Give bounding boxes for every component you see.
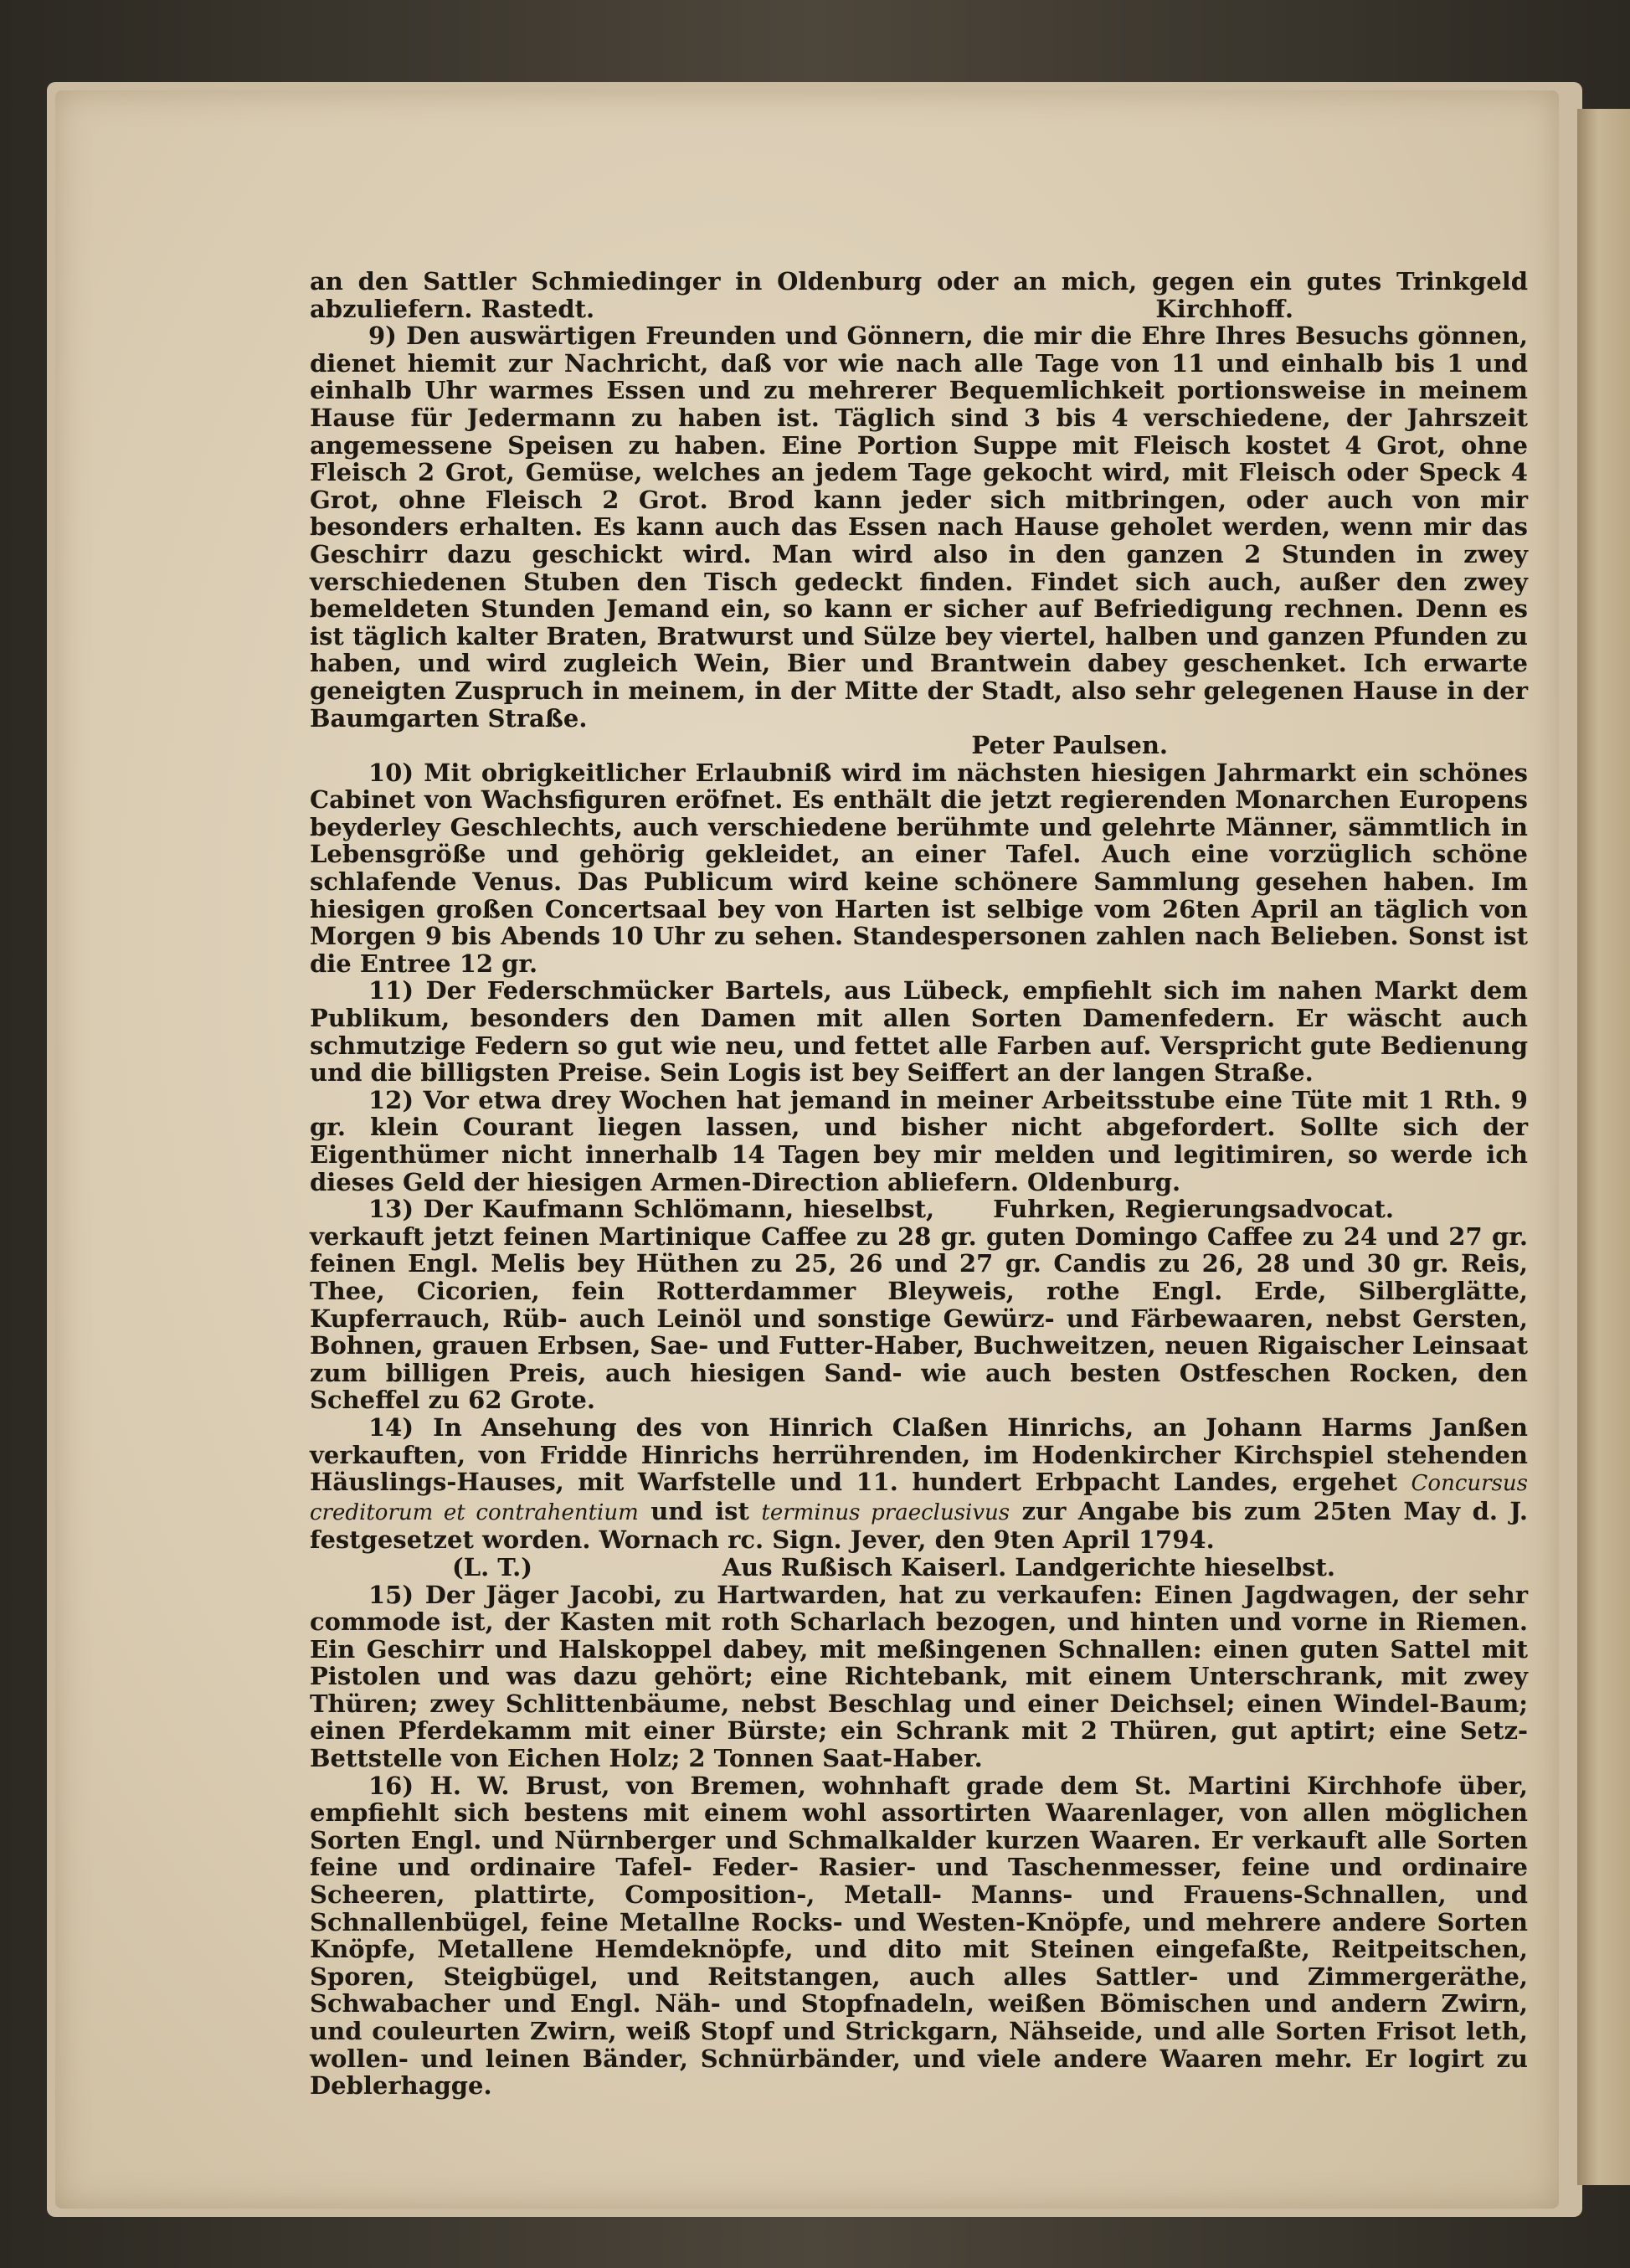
notice-14: 14) In Ansehung des von Hinrich Claßen Hinrichs, an Johann Harms Janßen verkauften, von Fridde Hinrichs herrührenden, im Hodenkircher Kirchspiel stehenden Häuslings-Hauses, mit Warfstelle und 11. hundert Erbpacht Landes, ergehet Concursus creditorum et contrahentium und ist terminus praeclusivus zur Angabe bis zum 25ten May d. J. festgesetzet worden. Wornach rc. Sign. Jever, den 9ten April 1794.: [310, 1412, 1528, 1555]
notice-number: 11): [368, 976, 414, 1005]
signature: Peter Paulsen.: [971, 731, 1168, 760]
notice-12: 12) Vor etwa drey Wochen hat jemand in meiner Arbeitsstube eine Tüte mit 1 Rth. 9 gr. klein Courant liegen lassen, und bisher nicht abgefordert. Sollte sich der Eigenthümer nicht innerhalb 14 Tagen bey mir melden und legitimiren, so werde ich dieses Geld der hiesigen Armen-Direction abliefern. Oldenburg. Fuhrken, Regierungsadvocat.: [310, 1085, 1528, 1224]
notice-number: 16): [368, 1771, 414, 1800]
latin-phrase: terminus praeclusivus: [761, 1499, 1010, 1525]
notice-number: 15): [368, 1580, 414, 1609]
notice-9: 9) Den auswärtigen Freunden und Gönnern, die mir die Ehre Ihres Besuchs gönnen, dienet hiemit zur Nachricht, daß vor wie nach alle Tage von 11 und einhalb bis 1 und einhalb Uhr warmes Essen und zu mehrerer Bequemlichkeit portionsweise in meinem Hause für Jedermann zu haben ist. Täglich sind 3 bis 4 verschiedene, der Jahrszeit angemessene Speisen zu haben. Eine Portion Suppe mit Fleisch kostet 4 Grot, ohne Fleisch 2 Grot, Gemüse, welches an jedem Tage gekocht wird, mit Fleisch oder Speck 4 Grot, ohne Fleisch 2 Grot. Brod kann jeder sich mitbringen, oder auch von mir besonders erhalten. Es kann auch das Essen nach Hause geholet werden, wenn mir das Geschirr dazu geschickt wird. Man wird also in den ganzen 2 Stunden in zwey verschiedenen Stuben den Tisch gedeckt finden. Findet sich auch, außer den zwey bemeldeten Stunden Jemand ein, so kann er sicher auf Befriedigung rechnen. Denn es ist täglich kalter Braten, Bratwurst und Sülze bey viertel, halben und ganzen Pfunden zu haben, und wird zugleich Wein, Bier und Brantwein dabey geschenket. Ich erwarte geneigten Zuspruch in meinem, in der Mitte der Stadt, also sehr gelegenen Hause in der Baumgarten Straße.: [310, 321, 1528, 733]
signature-line: [310, 1554, 1528, 1581]
notice-8-continued: an den Sattler Schmiedinger in Oldenburg oder an mich, gegen ein gutes Trinkgeld abzuliefern. Rastedt. Kirchhoff.: [310, 267, 1528, 323]
seal-mark: (L. T.): [452, 1552, 532, 1581]
signature: Aus Rußisch Kaiserl. Landgerichte hieselbst.: [722, 1552, 1335, 1581]
notice-15: 15) Der Jäger Jacobi, zu Hartwarden, hat zu verkaufen: Einen Jagdwagen, der sehr commode ist, der Kasten mit roth Scharlach bezogen, und hinten und vorne in Riemen. Ein Geschirr und Halskoppel dabey, mit meßingenen Schnallen: einen guten Sattel mit Pistolen und was dazu gehört; eine Richtebank, mit einem Unterschrank, mit zwey Thüren; zwey Schlittenbäume, nebst Beschlag und einer Deichsel; einen Windel-Baum; einen Pferdekamm mit einer Bürste; ein Schrank mit 2 Thüren, gut aptirt; eine Setz-Bettstelle von Eichen Holz; 2 Tonnen Saat-Haber.: [310, 1580, 1528, 1773]
notice-number: 10): [368, 758, 414, 787]
adjacent-page-edge: [1577, 109, 1630, 2185]
notice-number: 9): [368, 321, 397, 351]
notice-16: 16) H. W. Brust, von Bremen, wohnhaft grade dem St. Martini Kirchhofe über, empfiehlt sich bestens mit einem wohl assortirten Waarenlager, von allen möglichen Sorten Engl. und Nürnberger und Schmalkalder kurzen Waaren. Er verkauft alle Sorten feine und ordinaire Tafel- Feder- Rasier- und Taschenmesser, feine und ordinaire Scheeren, plattirte, Composition-, Metall- Manns- und Frauens-Schnallen, und Schnallenbügel, feine Metallne Rocks- und Westen-Knöpfe, und mehrere andere Sorten Knöpfe, Metallene Hemdeknöpfe, und dito mit Steinen eingefaßte, Reitpeitschen, Sporen, Steigbügel, und Reitstangen, auch alles Sattler- und Zimmergeräthe, Schwabacher und Engl. Näh- und Stopfnadeln, weißen Bömischen und andern Zwirn, und couleurten Zwirn, weiß Stopf und Strickgarn, Nähseide, und alle Sorten Frisot leth, wollen- und leinen Bänder, Schnürbänder, und viele andere Waaren mehr. Er logirt zu Deblerhagge.: [310, 1771, 1528, 2101]
notice-number: 12): [368, 1085, 414, 1114]
notice-number: 14): [368, 1412, 414, 1442]
notice-number: 13): [368, 1195, 414, 1224]
page-text: [310, 268, 1528, 2100]
notice-13: 13) Der Kaufmann Schlömann, hieselbst, verkauft jetzt feinen Martinique Caffee zu 28 gr. guten Domingo Caffee zu 24 und 27 gr. feinen Engl. Melis bey Hüthen zu 25, 26 und 27 gr. Candis zu 26, 28 und 30 gr. Reis, Thee, Cicorien, fein Rotterdammer Bleyweis, rothe Engl. Erde, Silberglätte, Kupferrauch, Rüb- auch Leinöl und sonstige Gewürz- und Färbewaaren, nebst Gersten, Bohnen, grauen Erbsen, Sae- und Futter-Haber, Buchweitzen, neuen Rigaischer Leinsaat zum billigen Preis, auch hiesigen Sand- wie auch besten Ostfeschen Rocken, den Scheffel zu 62 Grote.: [310, 1195, 1528, 1415]
notice-11: 11) Der Federschmücker Bartels, aus Lübeck, empfiehlt sich im nahen Markt dem Publikum, besonders den Damen mit allen Sorten Damenfedern. Er wäscht auch schmutzige Federn so gut wie neu, und fettet alle Farben auf. Verspricht gute Bedienung und die billigsten Preise. Sein Logis ist bey Seiffert an der langen Straße.: [310, 976, 1528, 1088]
latin-phrase: Concursus creditorum et contrahentium: [310, 1471, 1528, 1525]
notice-10: 10) Mit obrigkeitlicher Erlaubniß wird im nächsten hiesigen Jahrmarkt ein schönes Cabinet von Wachsfiguren eröfnet. Es enthält die jetzt regierenden Monarchen Europens beyderley Geschlechts, auch verschiedene berühmte und gelehrte Männer, sämmtlich in Lebensgröße und gehörig gekleidet, an einer Tafel. Auch eine vorzüglich schöne schlafende Venus. Das Publicum wird keine schönere Sammlung gesehen haben. Im hiesigen großen Concertsaal bey von Harten ist selbige vom 26ten April an täglich von Morgen 9 bis Abends 10 Uhr zu sehen. Standespersonen zahlen nach Belieben. Sonst ist die Entree 12 gr.: [310, 758, 1528, 978]
signature: Kirchhoff.: [1155, 294, 1293, 323]
signature: Fuhrken, Regierungsadvocat.: [993, 1195, 1394, 1224]
